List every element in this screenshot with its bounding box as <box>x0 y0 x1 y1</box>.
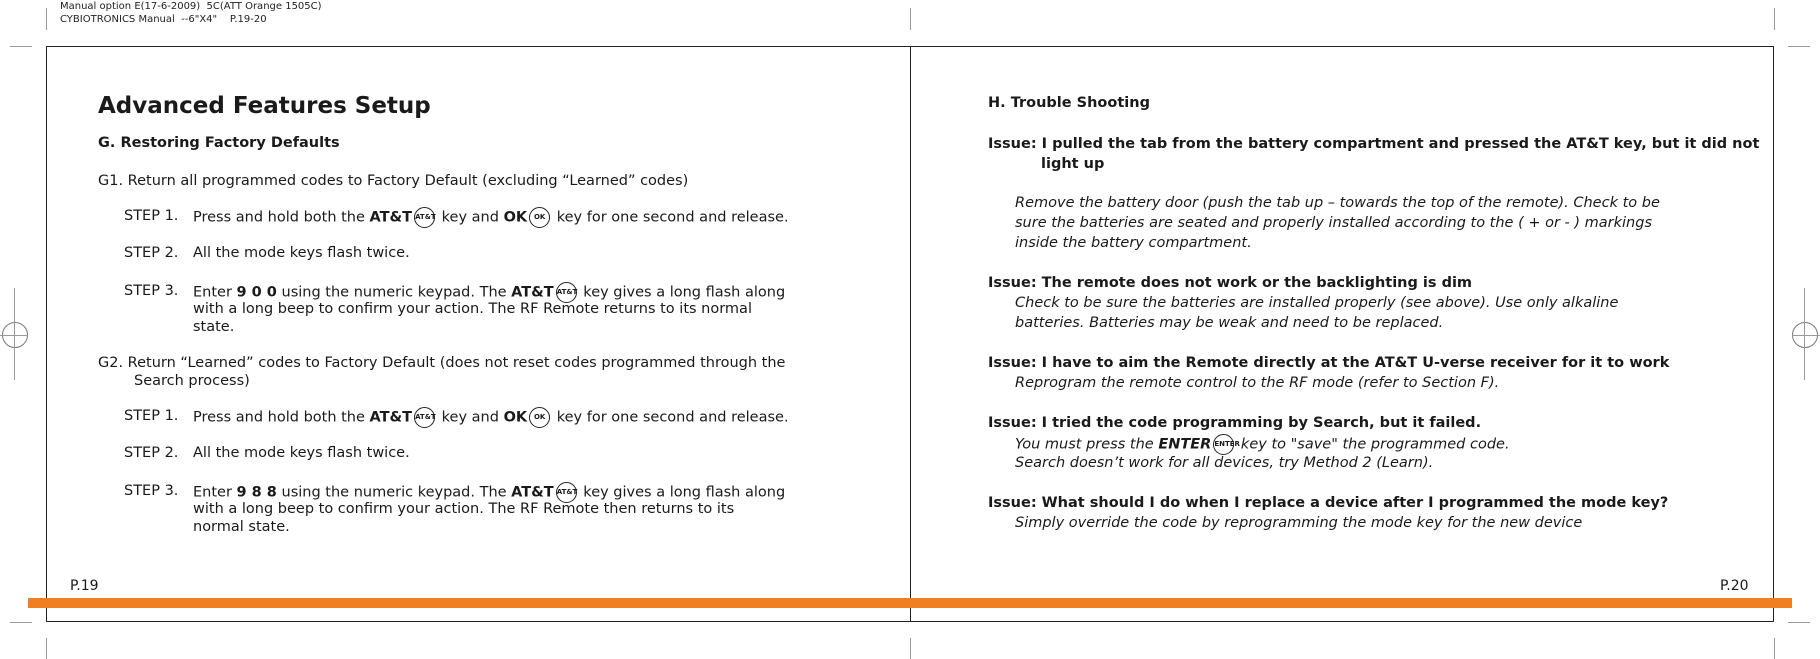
g1-heading: G1. Return all programmed codes to Factory Default (excluding “Learned” codes) <box>98 173 689 189</box>
g2-step3-line3: normal state. <box>193 519 290 535</box>
print-header-line-1: Manual option E(17-6-2009) 5C(ATT Orange 1505C) <box>60 1 322 12</box>
crop-mark <box>10 46 32 47</box>
crop-mark <box>910 8 911 30</box>
crop-mark <box>46 8 47 30</box>
enter-key-icon: ENTER <box>1213 434 1234 455</box>
issue-5-question: Issue: What should I do when I replace a device after I programmed the mode key? <box>988 495 1669 511</box>
issue-2-answer-line2: batteries. Batteries may be weak and need to be replaced. <box>1015 315 1444 331</box>
registration-line <box>14 288 15 380</box>
crop-mark <box>1788 622 1810 623</box>
registration-line <box>0 335 28 336</box>
att-key-icon: AT&T <box>556 282 577 303</box>
g2-step3-text: Enter 9 8 8 using the numeric keypad. The AT&T AT&T key gives a long flash along <box>193 482 785 503</box>
crop-mark <box>1788 46 1810 47</box>
issue-2-answer: Check to be sure the batteries are installed properly (see above). Use only alkaline <box>1015 295 1619 311</box>
ok-key-icon: OK <box>529 207 550 228</box>
step-label: STEP 2. <box>124 445 179 461</box>
issue-3-answer: Reprogram the remote control to the RF mode (refer to Section F). <box>1015 375 1500 391</box>
g2-step2-text: All the mode keys flash twice. <box>193 445 410 461</box>
ok-key-icon: OK <box>529 407 550 428</box>
crop-mark <box>10 622 32 623</box>
att-key-icon: AT&T <box>414 207 435 228</box>
g2-step1-text: Press and hold both the AT&T AT&T key and OK OK key for one second and release. <box>193 407 789 428</box>
page-title: Advanced Features Setup <box>98 93 431 119</box>
g1-step3-line3: state. <box>193 319 235 335</box>
page-number-left: P.19 <box>70 578 99 594</box>
issue-1-answer-line3: inside the battery compartment. <box>1015 235 1252 251</box>
registration-line <box>1804 288 1805 380</box>
crop-mark <box>1774 8 1775 30</box>
registration-line <box>1792 335 1820 336</box>
section-heading: G. Restoring Factory Defaults <box>98 135 340 151</box>
issue-4-answer: You must press the ENTER ENTER key to "save" the programmed code. <box>1015 434 1510 455</box>
g2-step3-line2: with a long beep to confirm your action. The RF Remote then returns to its <box>193 501 735 517</box>
g1-step1-text: Press and hold both the AT&T AT&T key and OK OK key for one second and release. <box>193 207 789 228</box>
step-label: STEP 1. <box>124 208 179 224</box>
issue-2-question: Issue: The remote does not work or the backlighting is dim <box>988 275 1473 291</box>
issue-5-answer: Simply override the code by reprogramming the mode key for the new device <box>1015 515 1583 531</box>
g1-step2-text: All the mode keys flash twice. <box>193 245 410 261</box>
issue-4-question: Issue: I tried the code programming by Search, but it failed. <box>988 415 1482 431</box>
section-heading: H. Trouble Shooting <box>988 95 1150 111</box>
step-label: STEP 3. <box>124 283 179 299</box>
issue-4-answer-line2: Search doesn’t work for all devices, try Method 2 (Learn). <box>1015 455 1434 471</box>
g2-heading: G2. Return “Learned” codes to Factory Default (does not reset codes programmed through the <box>98 355 786 371</box>
step-label: STEP 1. <box>124 408 179 424</box>
step-label: STEP 2. <box>124 245 179 261</box>
att-key-icon: AT&T <box>414 407 435 428</box>
crop-mark <box>910 638 911 659</box>
issue-1-question: Issue: I pulled the tab from the battery compartment and pressed the AT&T key, but it did not <box>988 136 1760 152</box>
page-divider <box>910 46 911 622</box>
issue-1-question-line2: light up <box>1041 156 1105 172</box>
print-header-line-2: CYBIOTRONICS Manual --6"X4" P.19-20 <box>60 14 267 25</box>
crop-mark <box>1774 638 1775 659</box>
page-number-right: P.20 <box>1720 578 1749 594</box>
g1-step3-line2: with a long beep to confirm your action. The RF Remote returns to its normal <box>193 301 752 317</box>
crop-mark <box>46 638 47 659</box>
issue-3-question: Issue: I have to aim the Remote directly at the AT&T U-verse receiver for it to work <box>988 355 1670 371</box>
att-key-icon: AT&T <box>556 482 577 503</box>
g2-heading-line2: Search process) <box>134 373 250 389</box>
step-label: STEP 3. <box>124 483 179 499</box>
issue-1-answer: Remove the battery door (push the tab up – towards the top of the remote). Check to be <box>1015 195 1660 211</box>
issue-1-answer-line2: sure the batteries are seated and properly installed according to the ( + or - ) markings <box>1015 215 1653 231</box>
g1-step3-text: Enter 9 0 0 using the numeric keypad. The AT&T AT&T key gives a long flash along <box>193 282 785 303</box>
orange-footer-bar <box>28 598 1792 608</box>
